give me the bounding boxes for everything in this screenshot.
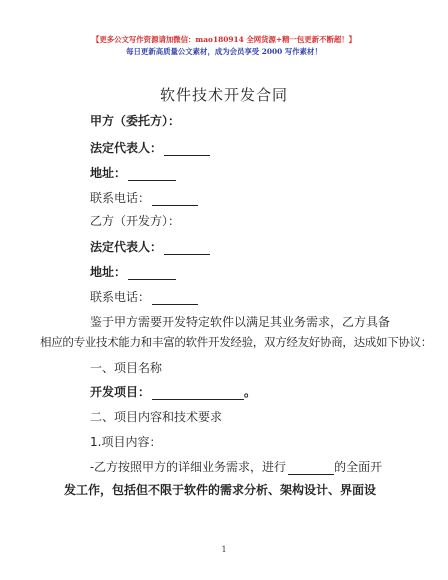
promo-banner-line-2: 每日更新高质量公文素材，成为会员享受 2000 写作素材！ [126, 47, 322, 56]
item-1-blank [288, 461, 334, 475]
legal-rep-a-row [90, 139, 210, 156]
document-title: 软件技术开发合同 [159, 86, 288, 104]
project-name-label: 开发项目： [90, 385, 151, 399]
project-name-suffix: 。 [244, 385, 257, 399]
item-1-line-1 [90, 458, 382, 475]
phone-a-blank [152, 192, 198, 206]
legal-rep-a-label: 法定代表人： [90, 141, 163, 155]
address-a-blank [128, 167, 176, 181]
address-b-label: 地址： [90, 265, 127, 279]
phone-b-label: 联系电话： [90, 290, 151, 304]
legal-rep-b-blank [164, 241, 210, 255]
address-b-row [90, 263, 176, 280]
address-a-row [90, 164, 176, 181]
project-name-row [90, 383, 256, 400]
section-2-heading: 二、项目内容和技术要求 [90, 410, 223, 424]
project-name-blank [152, 386, 244, 400]
promo-banner-line-1: 【更多公文写作资源请加微信：mao180914 全网货源+精一包更新不断超！】 [91, 35, 357, 44]
phone-b-row [90, 288, 198, 305]
intro-paragraph-line-1: 鉴于甲方需要开发特定软件以满足其业务需求，乙方具备 [90, 315, 391, 329]
item-1-line-1-start: -乙方按照甲方的详细业务需求，进行 [90, 460, 287, 474]
item-1-line-2: 发工作，包括但不限于软件的需求分析、架构设计、界面设 [64, 483, 377, 497]
party-a-heading: 甲方（委托方）： [90, 114, 181, 128]
legal-rep-b-row [90, 238, 210, 255]
address-b-blank [128, 266, 176, 280]
item-1-line-1-end: 的全面开 [334, 460, 383, 474]
phone-b-blank [152, 291, 198, 305]
phone-a-label: 联系电话： [90, 191, 151, 205]
item-1-heading: 1.项目内容： [90, 435, 162, 449]
intro-paragraph-line-2: 相应的专业技术能力和丰富的软件开发经验，双方经友好协商，达成如下协议： [40, 335, 432, 349]
party-b-heading: 乙方（开发方）： [90, 214, 181, 228]
page-number: 1 [221, 545, 227, 554]
section-1-heading: 一、项目名称 [90, 361, 163, 375]
address-a-label: 地址： [90, 166, 127, 180]
legal-rep-a-blank [164, 142, 210, 156]
legal-rep-b-label: 法定代表人： [90, 240, 163, 254]
phone-a-row [90, 189, 198, 206]
